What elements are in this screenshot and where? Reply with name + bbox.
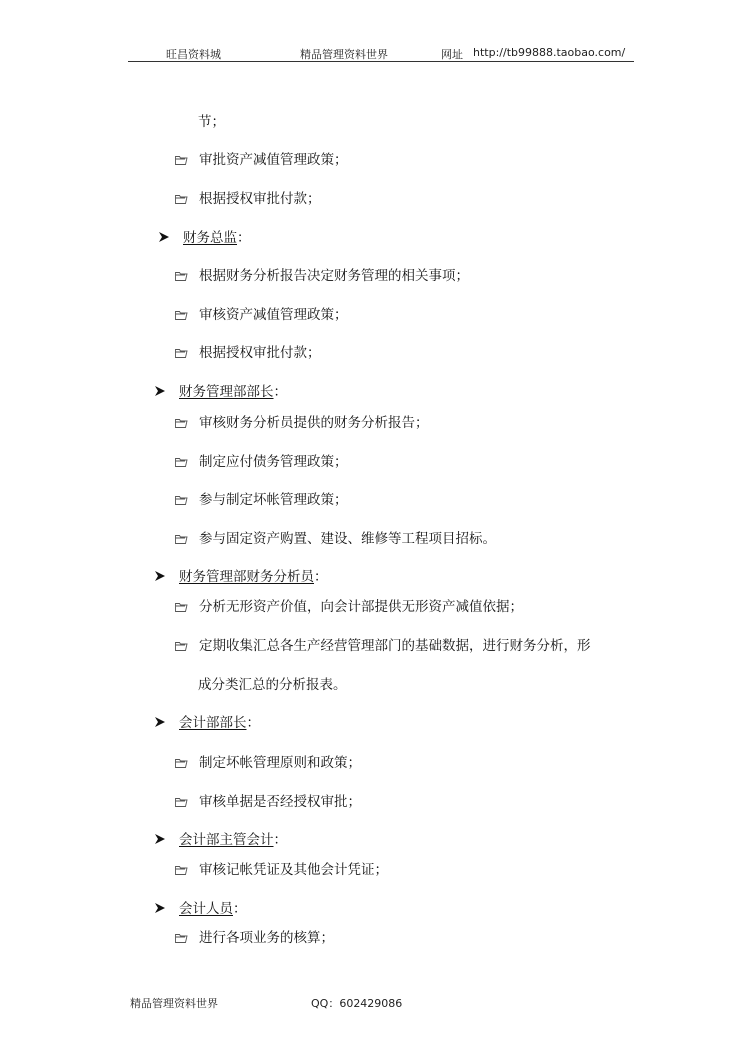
list-item-text: 审核记帐凭证及其他会计凭证； [199, 862, 388, 878]
list-item-text: 审核财务分析员提供的财务分析报告； [199, 415, 429, 431]
arrowhead-right-icon [158, 231, 170, 243]
footer-slogan: 精品管理资料世界 [130, 997, 218, 1010]
list-item-text: 分析无形资产价值，向会计部提供无形资产减值依据； [199, 599, 523, 615]
list-item [175, 191, 321, 207]
footer-qq: QQ：602429086 [311, 997, 403, 1010]
role-name: 会计部部长 [179, 715, 247, 731]
list-item-text: 进行各项业务的核算； [199, 930, 334, 946]
role-heading-fin-analyst [154, 569, 328, 585]
header-url[interactable]: http://tb99888.taobao.com/ [473, 46, 626, 59]
list-item [175, 531, 496, 547]
list-item [175, 268, 469, 284]
folder-outline-icon [175, 758, 188, 768]
list-item [175, 307, 348, 323]
role-name: 会计人员 [179, 901, 233, 917]
list-item-continuation: 成分类汇总的分析报表。 [198, 677, 347, 693]
list-item [175, 862, 388, 878]
list-item-text: 参与固定资产购置、建设、维修等工程项目招标。 [199, 531, 496, 547]
folder-outline-icon [175, 348, 188, 358]
colon: ： [237, 230, 251, 246]
folder-outline-icon [175, 641, 188, 651]
folder-outline-icon [175, 271, 188, 281]
arrowhead-right-icon [154, 833, 166, 845]
colon: ： [273, 832, 287, 848]
arrowhead-right-icon [154, 902, 166, 914]
list-item-text: 审批资产减值管理政策； [199, 152, 348, 168]
folder-outline-icon [175, 418, 188, 428]
folder-outline-icon [175, 457, 188, 467]
list-item [175, 638, 591, 654]
colon: ： [233, 901, 247, 917]
list-item [175, 454, 348, 470]
colon: ： [314, 569, 328, 585]
list-item [175, 415, 429, 431]
header-url-label: 网址 [441, 48, 463, 61]
list-item-text: 定期收集汇总各生产经营管理部门的基础数据，进行财务分析，形 [199, 638, 591, 654]
list-item [175, 755, 361, 771]
role-name: 财务管理部部长 [179, 384, 274, 400]
folder-outline-icon [175, 865, 188, 875]
folder-outline-icon [175, 602, 188, 612]
list-item [175, 345, 321, 361]
list-item-text: 审核单据是否经授权审批； [199, 794, 361, 810]
list-item-text: 根据授权审批付款； [199, 345, 321, 361]
list-item-text: 根据授权审批付款； [199, 191, 321, 207]
list-item-text: 参与制定坏帐管理政策； [199, 492, 348, 508]
list-item [175, 930, 334, 946]
list-item [175, 599, 523, 615]
folder-outline-icon [175, 155, 188, 165]
list-item [175, 492, 348, 508]
role-name: 会计部主管会计 [179, 832, 274, 848]
colon: ： [246, 715, 260, 731]
role-name: 财务管理部财务分析员 [179, 569, 314, 585]
role-heading-chief-accountant [154, 832, 287, 848]
continued-text: 节； [198, 114, 225, 130]
list-item-text: 制定坏帐管理原则和政策； [199, 755, 361, 771]
folder-outline-icon [175, 797, 188, 807]
arrowhead-right-icon [154, 716, 166, 728]
folder-outline-icon [175, 495, 188, 505]
folder-outline-icon [175, 933, 188, 943]
header-site-name: 旺昌资料城 [166, 48, 221, 61]
header-slogan: 精品管理资料世界 [300, 48, 388, 61]
colon: ： [273, 384, 287, 400]
arrowhead-right-icon [154, 570, 166, 582]
folder-outline-icon [175, 310, 188, 320]
list-item [175, 794, 361, 810]
list-item [175, 152, 348, 168]
role-heading-finance-director [158, 230, 251, 246]
role-heading-acct-head [154, 715, 260, 731]
header-rule [128, 61, 634, 62]
list-item-text: 制定应付债务管理政策； [199, 454, 348, 470]
role-name: 财务总监 [183, 230, 237, 246]
folder-outline-icon [175, 194, 188, 204]
arrowhead-right-icon [154, 385, 166, 397]
folder-outline-icon [175, 534, 188, 544]
list-item-text: 根据财务分析报告决定财务管理的相关事项； [199, 268, 469, 284]
role-heading-fin-dept-head [154, 384, 287, 400]
role-heading-accountants [154, 901, 247, 917]
list-item-text: 审核资产减值管理政策； [199, 307, 348, 323]
